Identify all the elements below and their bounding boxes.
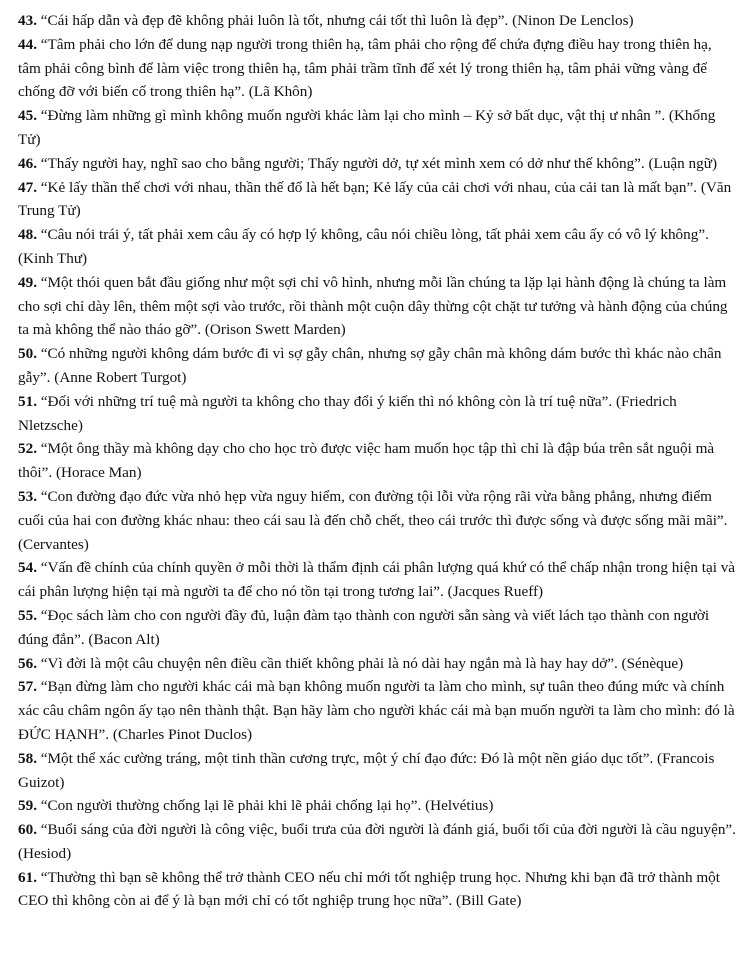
quote-59 [18, 794, 737, 818]
quote-number: 49. [18, 273, 37, 291]
quote-text: “Đối với những trí tuệ mà người ta không cho thay đổi ý kiến thì nó không còn là trí tuệ nữa”. (Friedrich Nletzsche) [18, 392, 677, 434]
quote-text: “Vấn đề chính của chính quyền ở mỗi thời là thẩm định cái phân lượng quá khứ có thể chấp nhận trong hiện tại và cái phân lượng hiện tại mà người ta để cho nó tồn tại trong tương lai”. (Jacques Rueff) [18, 559, 736, 601]
quote-61 [18, 866, 737, 914]
quote-54 [18, 556, 737, 604]
quote-number: 53. [18, 487, 37, 505]
quote-number: 60. [18, 821, 37, 839]
quote-text: “Con người thường chống lại lẽ phải khi lẽ phải chống lại họ”. (Helvétius) [36, 797, 494, 815]
quote-text: “Đọc sách làm cho con người đầy đủ, luận đàm tạo thành con người sẵn sàng và viết lách tạo thành con người đúng đắn”. (Bacon Alt) [18, 606, 710, 648]
quote-number: 58. [18, 749, 37, 767]
quote-number: 57. [18, 678, 37, 696]
quote-text: “Có những người không dám bước đi vì sợ gẫy chân, nhưng sợ gẫy chân mà không dám bước thì khác nào chân gẫy”. (Anne Robert Turgot) [18, 345, 722, 386]
quote-45 [18, 104, 737, 152]
quote-44 [18, 33, 737, 104]
quote-58 [18, 747, 737, 795]
quote-number: 47. [18, 178, 37, 196]
quote-text: “Con đường đạo đức vừa nhỏ hẹp vừa nguy hiểm, con đường tội lỗi vừa rộng rãi vừa bằng phẳng, nhưng điểm cuối của hai con đường khác nhau: theo cái sau là đến chỗ chết, theo cái trước thì được sống và được sống mãi mãi”. (Cervantes) [18, 487, 728, 553]
quote-47 [18, 176, 737, 224]
quote-number: 52. [18, 440, 37, 458]
quote-number: 50. [18, 345, 37, 363]
quote-51 [18, 390, 737, 438]
quote-57 [18, 675, 737, 746]
quote-text: “Bạn đừng làm cho người khác cái mà bạn không muốn người ta làm cho mình, sự tuân theo đúng mức và chính xác câu châm ngôn ấy tạo nên thành thật. Bạn hãy làm cho người khác cái mà bạn muốn người ta làm cho mình: đó là ĐỨC HẠNH”. (Charles Pinot Duclos) [18, 678, 735, 743]
quote-text: “Một thể xác cường tráng, một tinh thần cương trực, một ý chí đạo đức: Đó là một nền giáo dục tốt”. (Francois Guizot) [18, 749, 715, 791]
quote-number: 48. [18, 226, 37, 244]
quote-number: 44. [18, 35, 37, 53]
quote-52 [18, 437, 737, 485]
quote-number: 61. [18, 868, 37, 886]
quote-number: 45. [18, 107, 37, 125]
quote-number: 54. [18, 559, 37, 577]
quote-50 [18, 342, 737, 390]
quote-number: 46. [18, 154, 37, 172]
quote-number: 56. [18, 654, 37, 672]
quote-46 [18, 152, 737, 176]
quote-text: “Thường thì bạn sẽ không thể trở thành CEO nếu chỉ mới tốt nghiệp trung học. Nhưng khi bạn đã trở thành một CEO thì không còn ai để ý là bạn mới chỉ có tốt nghiệp trung học nữa”. (Bill Gate) [18, 868, 720, 910]
quote-43 [18, 9, 737, 33]
quote-text: “Câu nói trái ý, tất phải xem câu ấy có hợp lý không, câu nói chiều lòng, tất phải xem câu ấy có vô lý không”. (Kinh Thư) [18, 226, 709, 267]
quote-text: “Một thói quen bắt đầu giống như một sợi chỉ vô hình, nhưng mỗi lần chúng ta lặp lại hành động là chúng ta làm cho sợi chỉ dày lên, thêm một sợi vào trước, rồi thành một cuộn dây thừng cột chặt tư tưởng và hành động của chúng ta mà không thể nào tháo gỡ”. (Orison Swett Marden) [18, 273, 728, 339]
quote-text: “Một ông thầy mà không dạy cho cho học trò được việc ham muốn học tập thì chỉ là đập búa trên sắt nguội mà thôi”. (Horace Man) [18, 440, 715, 482]
quote-48 [18, 223, 737, 271]
quote-53 [18, 485, 737, 556]
quote-56 [18, 652, 737, 676]
quote-number: 59. [18, 797, 37, 815]
quote-55 [18, 604, 737, 652]
quote-text: “Buổi sáng của đời người là công việc, buổi trưa của đời người là đánh giá, buổi tối của đời người là cầu nguyện”. (Hesiod) [18, 821, 736, 862]
quote-text: “Đừng làm những gì mình không muốn người khác làm lại cho mình – Kỷ sở bất dục, vật thị ư nhân ”. (Khổng Tử) [18, 107, 716, 148]
quote-60 [18, 818, 737, 866]
quote-49 [18, 271, 737, 342]
quote-text: “Thấy người hay, nghĩ sao cho bằng người; Thấy người dở, tự xét mình xem có dở như thế không”. (Luận ngữ) [36, 154, 718, 172]
quote-text: “Kẻ lấy thần thế chơi với nhau, thần thế đổ là hết bạn; Kẻ lấy của cải chơi với nhau, của cải tan là mất bạn”. (Văn Trung Tử) [18, 178, 732, 220]
quote-text: “Cái hấp dẫn và đẹp đẽ không phải luôn là tốt, nhưng cái tốt thì luôn là đẹp”. (Ninon De Lenclos) [36, 12, 634, 29]
quote-text: “Vì đời là một câu chuyện nên điều cần thiết không phải là nó dài hay ngắn mà là hay hay dở”. (Sénèque) [36, 654, 684, 672]
quote-number: 43. [18, 12, 37, 29]
quote-number: 51. [18, 392, 37, 410]
quote-number: 55. [18, 606, 37, 624]
quote-text: “Tâm phải cho lớn để dung nạp người trong thiên hạ, tâm phải cho rộng để chứa đựng điều hay trong thiên hạ, tâm phải công bình để làm việc trong thiên hạ, tâm phải trầm tĩnh để xét lý trong thiên hạ, tâm phải vững vàng để chống đỡ với biến cố trong thiên hạ”. (Lã Khôn) [18, 35, 712, 101]
